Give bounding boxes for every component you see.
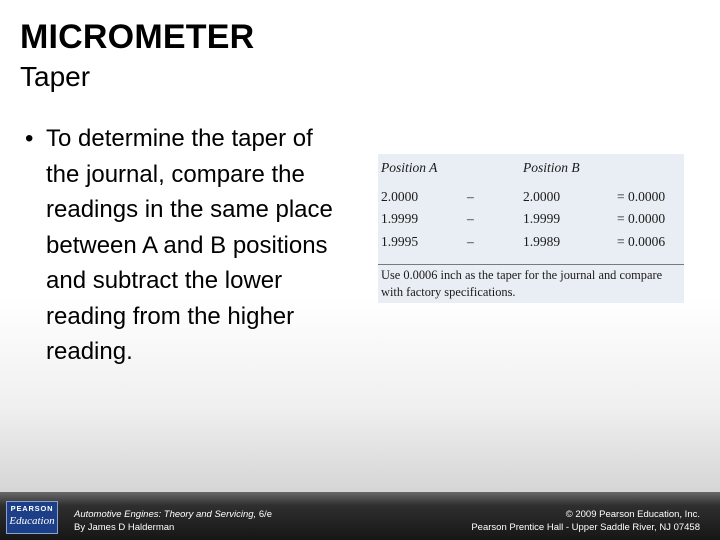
slide-subtitle: Taper xyxy=(20,61,91,92)
reading-row xyxy=(378,189,684,209)
book-author: By James D Halderman xyxy=(74,522,175,533)
book-edition: 6/e xyxy=(256,509,273,520)
reading-b: 2.0000 xyxy=(523,189,561,204)
taper-readings-figure xyxy=(378,154,684,303)
difference: = 0.0000 xyxy=(617,189,666,204)
pearson-education-logo xyxy=(6,501,58,534)
publisher-line: Pearson Prentice Hall - Upper Saddle River, NJ 07458 xyxy=(471,522,700,533)
slide-title: MICROMETER xyxy=(20,18,255,56)
logo-text-bottom: Education xyxy=(9,515,55,527)
reading-b: 1.9989 xyxy=(523,234,561,249)
position-a-header: Position A xyxy=(381,160,438,175)
reading-row xyxy=(378,234,684,254)
figure-note: Use 0.0006 inch as the taper for the journal and compare with factory specifications. xyxy=(381,268,663,299)
copyright-line: © 2009 Pearson Education, Inc. xyxy=(565,509,700,520)
logo-text-top: PEARSON xyxy=(10,504,54,513)
minus-sign: – xyxy=(467,234,474,249)
copyright-notice xyxy=(471,508,700,534)
difference: = 0.0000 xyxy=(617,211,666,226)
book-title: Automotive Engines: Theory and Servicing, xyxy=(74,509,257,520)
bullet-item xyxy=(20,121,350,370)
figure-divider xyxy=(378,264,684,265)
minus-sign: – xyxy=(467,189,474,204)
difference: = 0.0006 xyxy=(617,234,666,249)
book-credit xyxy=(74,508,272,534)
bullet-list xyxy=(20,121,350,370)
position-b-header: Position B xyxy=(523,160,580,175)
reading-a: 1.9995 xyxy=(381,234,419,249)
bullet-text: To determine the taper of the journal, compare the readings in the same place between A and B positions and subtract the lower reading from the higher reading. xyxy=(46,125,333,365)
reading-a: 2.0000 xyxy=(381,189,419,204)
reading-row xyxy=(378,211,684,231)
bullet-marker: • xyxy=(25,125,34,152)
reading-a: 1.9999 xyxy=(381,211,419,226)
reading-b: 1.9999 xyxy=(523,211,561,226)
footer-bar xyxy=(0,492,720,540)
minus-sign: – xyxy=(467,211,474,226)
